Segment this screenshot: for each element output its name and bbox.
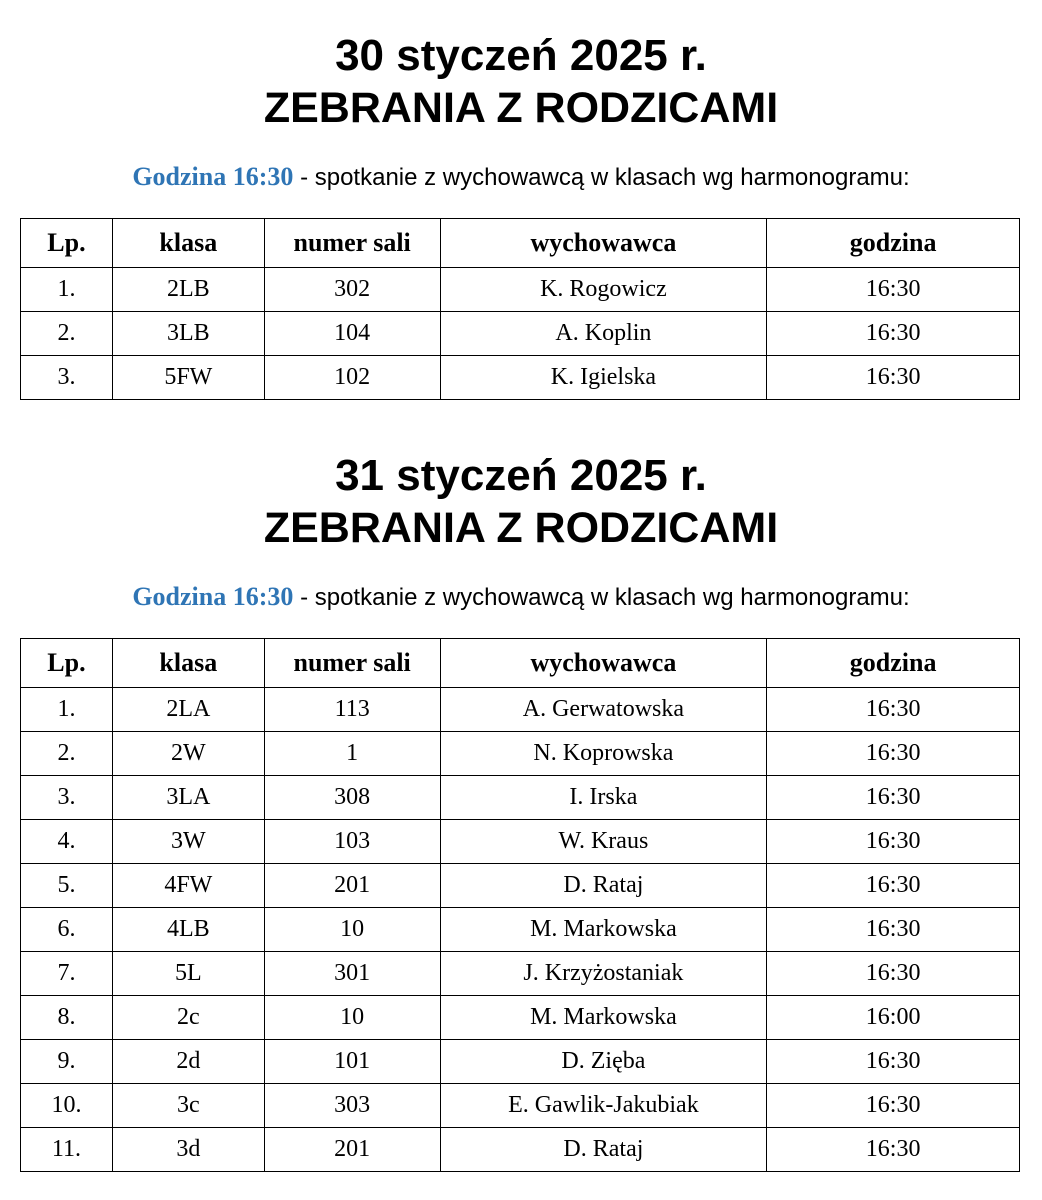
header-lp: Lp.	[21, 639, 113, 688]
cell-class: 3W	[112, 820, 264, 864]
intro-hour: Godzina 16:30	[132, 582, 294, 611]
cell-teacher: A. Koplin	[440, 312, 767, 356]
cell-room: 101	[264, 1040, 440, 1084]
cell-lp: 11.	[21, 1128, 113, 1172]
cell-room: 104	[264, 312, 440, 356]
intro-hour: Godzina 16:30	[132, 162, 294, 191]
header-teacher: wychowawca	[440, 639, 767, 688]
cell-room: 302	[264, 268, 440, 312]
cell-teacher: K. Rogowicz	[440, 268, 767, 312]
cell-lp: 5.	[21, 864, 113, 908]
cell-lp: 10.	[21, 1084, 113, 1128]
cell-room: 308	[264, 776, 440, 820]
cell-teacher: W. Kraus	[440, 820, 767, 864]
table-row	[21, 864, 1020, 908]
intro-text: - spotkanie z wychowawcą w klasach wg harmonogramu:	[293, 584, 910, 611]
cell-time: 16:30	[767, 908, 1020, 952]
schedule-table	[20, 638, 1020, 1172]
cell-time: 16:30	[767, 732, 1020, 776]
cell-lp: 4.	[21, 820, 113, 864]
header-class: klasa	[112, 219, 264, 268]
header-room: numer sali	[264, 219, 440, 268]
date-title: 30 styczeń 2025 r.	[335, 31, 707, 80]
cell-class: 2W	[112, 732, 264, 776]
cell-class: 2LB	[112, 268, 264, 312]
cell-room: 1	[264, 732, 440, 776]
table-row	[21, 776, 1020, 820]
intro-line	[0, 582, 1042, 613]
meeting-day-2	[0, 450, 1042, 1162]
cell-class: 2d	[112, 1040, 264, 1084]
intro-line	[0, 162, 1042, 193]
cell-lp: 7.	[21, 952, 113, 996]
cell-teacher: M. Markowska	[440, 908, 767, 952]
table-row	[21, 732, 1020, 776]
cell-lp: 2.	[21, 312, 113, 356]
cell-class: 3c	[112, 1084, 264, 1128]
table-row	[21, 312, 1020, 356]
cell-time: 16:30	[767, 688, 1020, 732]
header-lp: Lp.	[21, 219, 113, 268]
cell-lp: 8.	[21, 996, 113, 1040]
cell-class: 2LA	[112, 688, 264, 732]
meeting-day-1	[0, 30, 1042, 390]
table-header-row	[21, 639, 1020, 688]
cell-class: 2c	[112, 996, 264, 1040]
intro-text: - spotkanie z wychowawcą w klasach wg harmonogramu:	[293, 164, 910, 191]
table-row	[21, 908, 1020, 952]
cell-room: 201	[264, 864, 440, 908]
cell-room: 301	[264, 952, 440, 996]
cell-class: 5L	[112, 952, 264, 996]
cell-teacher: E. Gawlik-Jakubiak	[440, 1084, 767, 1128]
date-title: 31 styczeń 2025 r.	[335, 451, 707, 500]
table-row	[21, 1084, 1020, 1128]
table-row	[21, 268, 1020, 312]
cell-time: 16:30	[767, 1040, 1020, 1084]
cell-lp: 1.	[21, 688, 113, 732]
cell-room: 201	[264, 1128, 440, 1172]
cell-lp: 2.	[21, 732, 113, 776]
cell-class: 4FW	[112, 864, 264, 908]
cell-lp: 9.	[21, 1040, 113, 1084]
cell-teacher: K. Igielska	[440, 356, 767, 400]
meeting-subtitle: ZEBRANIA Z RODZICAMI	[263, 84, 779, 132]
cell-teacher: D. Zięba	[440, 1040, 767, 1084]
cell-room: 10	[264, 908, 440, 952]
table-row	[21, 820, 1020, 864]
cell-room: 303	[264, 1084, 440, 1128]
cell-time: 16:30	[767, 864, 1020, 908]
cell-class: 5FW	[112, 356, 264, 400]
cell-class: 3LB	[112, 312, 264, 356]
cell-time: 16:30	[767, 820, 1020, 864]
cell-time: 16:30	[767, 312, 1020, 356]
cell-class: 3LA	[112, 776, 264, 820]
table-header-row	[21, 219, 1020, 268]
cell-teacher: A. Gerwatowska	[440, 688, 767, 732]
header-teacher: wychowawca	[440, 219, 767, 268]
cell-room: 10	[264, 996, 440, 1040]
cell-lp: 3.	[21, 776, 113, 820]
cell-teacher: I. Irska	[440, 776, 767, 820]
cell-teacher: N. Koprowska	[440, 732, 767, 776]
cell-lp: 3.	[21, 356, 113, 400]
header-room: numer sali	[264, 639, 440, 688]
table-row	[21, 996, 1020, 1040]
cell-room: 102	[264, 356, 440, 400]
header-time: godzina	[767, 639, 1020, 688]
cell-room: 113	[264, 688, 440, 732]
header-time: godzina	[767, 219, 1020, 268]
cell-teacher: D. Rataj	[440, 1128, 767, 1172]
table-row	[21, 1128, 1020, 1172]
cell-time: 16:30	[767, 776, 1020, 820]
cell-room: 103	[264, 820, 440, 864]
cell-teacher: D. Rataj	[440, 864, 767, 908]
cell-teacher: M. Markowska	[440, 996, 767, 1040]
cell-teacher: J. Krzyżostaniak	[440, 952, 767, 996]
cell-lp: 6.	[21, 908, 113, 952]
cell-time: 16:30	[767, 1128, 1020, 1172]
meeting-subtitle: ZEBRANIA Z RODZICAMI	[263, 504, 779, 552]
table-row	[21, 1040, 1020, 1084]
cell-time: 16:30	[767, 268, 1020, 312]
header-class: klasa	[112, 639, 264, 688]
cell-lp: 1.	[21, 268, 113, 312]
cell-class: 3d	[112, 1128, 264, 1172]
table-row	[21, 952, 1020, 996]
cell-time: 16:00	[767, 996, 1020, 1040]
table-row	[21, 688, 1020, 732]
table-row	[21, 356, 1020, 400]
cell-time: 16:30	[767, 356, 1020, 400]
cell-class: 4LB	[112, 908, 264, 952]
cell-time: 16:30	[767, 952, 1020, 996]
cell-time: 16:30	[767, 1084, 1020, 1128]
schedule-table	[20, 218, 1020, 400]
